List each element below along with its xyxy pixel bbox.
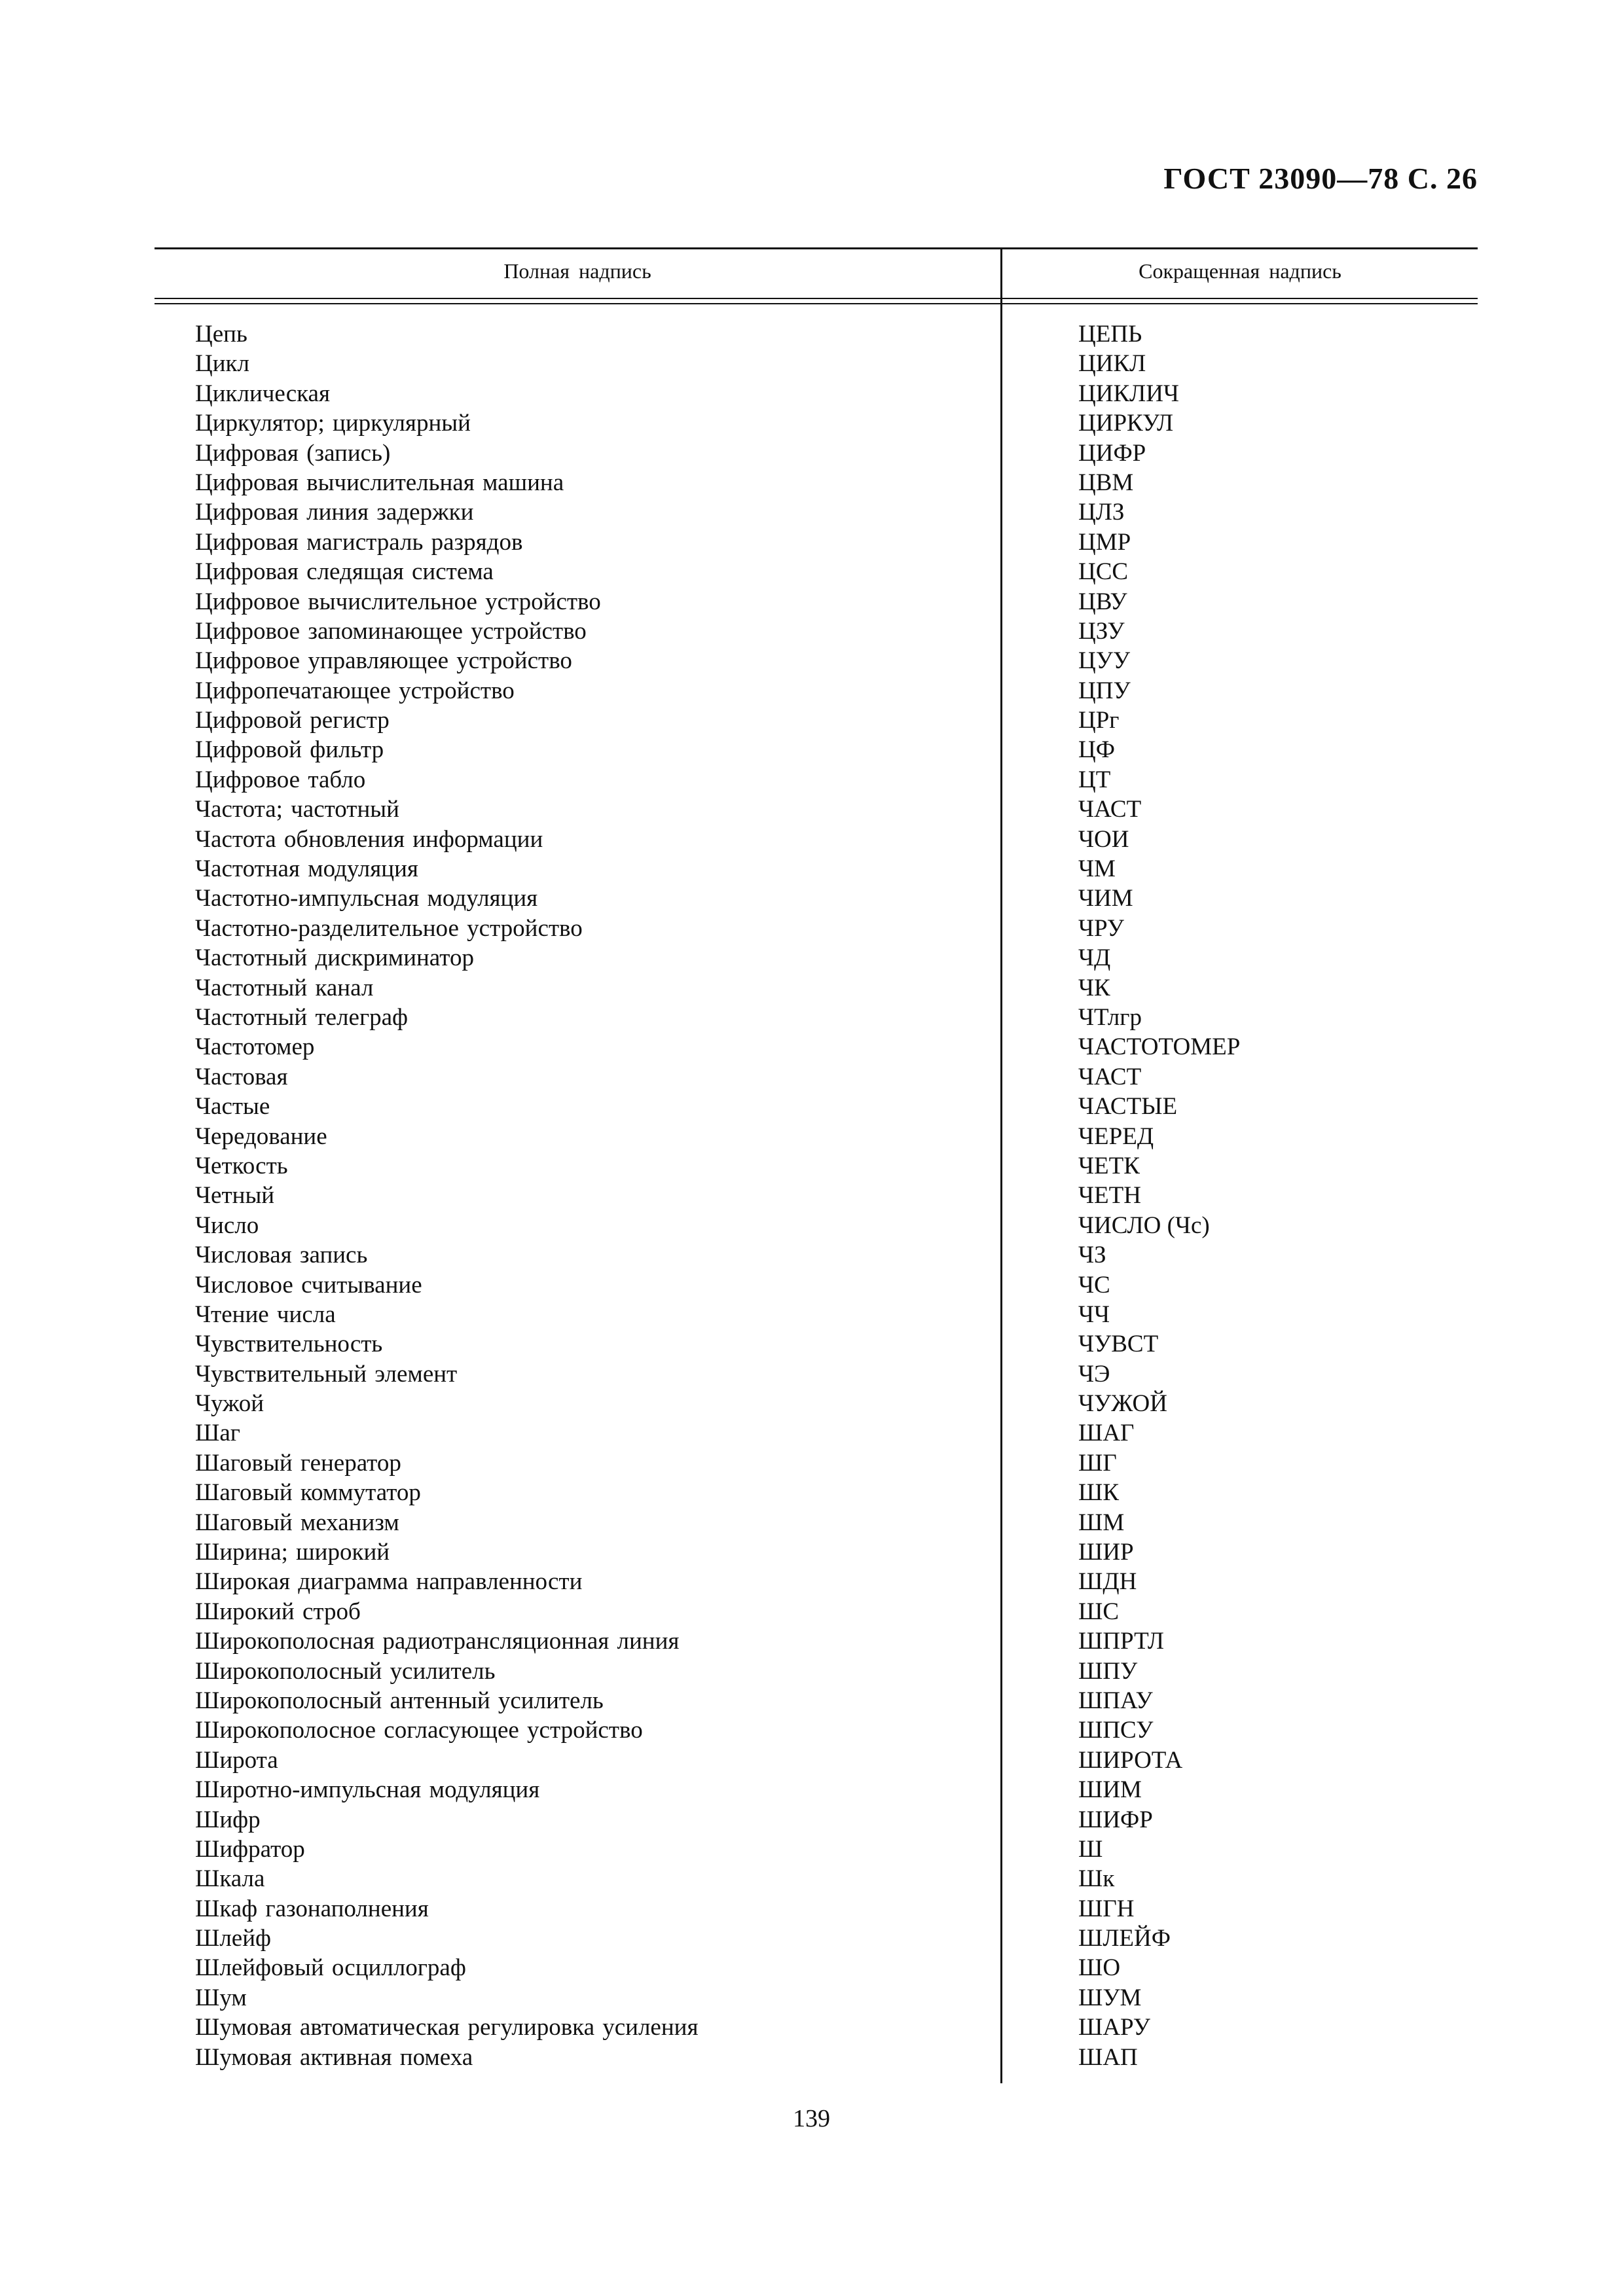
full-label: Шифр — [195, 1806, 261, 1833]
full-label: Число — [195, 1211, 259, 1239]
abbreviation: ШАРУ — [1078, 2014, 1150, 2041]
full-label: Числовое считывание — [195, 1271, 422, 1299]
abbreviation: ШЛЕЙФ — [1078, 1925, 1171, 1952]
abbreviation: ЧИМ — [1078, 885, 1133, 912]
abbreviation: ЦИФР — [1078, 439, 1146, 467]
full-label: Частые — [195, 1093, 270, 1121]
full-label: Числовая запись — [195, 1242, 368, 1269]
document-reference-header: ГОСТ 23090—78 С. 26 — [1163, 162, 1478, 195]
table-row — [0, 765, 1623, 795]
abbreviation: ЦПУ — [1078, 677, 1131, 704]
full-label: Цифровая вычислительная машина — [195, 469, 564, 496]
full-label: Циклическая — [195, 380, 330, 407]
abbreviation: ШДН — [1078, 1568, 1137, 1596]
abbreviation: ЧУВСТ — [1078, 1331, 1159, 1358]
full-label: Частота обновления информации — [195, 825, 543, 853]
table-row — [0, 617, 1623, 646]
full-label: Цифровое управляющее устройство — [195, 647, 572, 675]
table-row — [0, 1300, 1623, 1329]
full-label: Шаговый генератор — [195, 1449, 401, 1477]
full-label: Шумовая активная помеха — [195, 2043, 473, 2071]
table-row — [0, 1715, 1623, 1745]
full-label: Чередование — [195, 1122, 327, 1150]
table-row — [0, 1181, 1623, 1210]
table-row — [0, 1864, 1623, 1893]
full-label: Цепь — [195, 321, 247, 348]
table-row — [0, 1953, 1623, 1982]
abbreviation: ЦЛЗ — [1078, 499, 1125, 526]
abbreviation: ЧАСТОТОМЕР — [1078, 1033, 1241, 1061]
table-row — [0, 1032, 1623, 1062]
abbreviation: ШПСУ — [1078, 1717, 1154, 1744]
abbreviation: ЧАСТ — [1078, 1063, 1142, 1090]
full-label: Шум — [195, 1984, 247, 2011]
table-row — [0, 1983, 1623, 2013]
table-row — [0, 914, 1623, 943]
table-row — [0, 1835, 1623, 1864]
table-row — [0, 973, 1623, 1003]
abbreviation: ЦИКЛ — [1078, 350, 1146, 378]
table-row — [0, 1003, 1623, 1032]
page-number: 139 — [793, 2105, 830, 2132]
table-row — [0, 1329, 1623, 1359]
table-row — [0, 676, 1623, 706]
abbreviation: ЦВМ — [1078, 469, 1134, 496]
table-row — [0, 646, 1623, 675]
full-label: Чтение числа — [195, 1300, 336, 1328]
table-row — [0, 2043, 1623, 2072]
full-label: Чужой — [195, 1390, 264, 1418]
abbreviation: ШМ — [1078, 1509, 1125, 1536]
full-label: Шкаф газонаполнения — [195, 1895, 429, 1922]
abbreviation: ЦЕПЬ — [1078, 321, 1142, 348]
abbreviation: ЦМР — [1078, 528, 1131, 556]
full-label: Частота; частотный — [195, 796, 399, 823]
table-header-rule — [155, 298, 1478, 299]
table-row — [0, 1478, 1623, 1507]
full-label: Циркулятор; циркулярный — [195, 410, 471, 437]
abbreviation: ЧС — [1078, 1271, 1110, 1299]
table-row — [0, 735, 1623, 764]
abbreviation: ЧТлгр — [1078, 1003, 1142, 1031]
table-row — [0, 379, 1623, 408]
abbreviation: ЦУУ — [1078, 647, 1131, 675]
table-row — [0, 2013, 1623, 2042]
full-label: Широкополосная радиотрансляционная линия — [195, 1628, 680, 1655]
table-row — [0, 557, 1623, 586]
full-label: Четкость — [195, 1152, 288, 1179]
abbreviation: ШАГ — [1078, 1420, 1135, 1447]
full-label: Частовая — [195, 1063, 288, 1090]
abbreviation: Ш — [1078, 1835, 1103, 1863]
abbreviation: ШАП — [1078, 2043, 1138, 2071]
full-label: Цифровой регистр — [195, 707, 390, 734]
full-label: Частотомер — [195, 1033, 315, 1061]
full-label: Чувствительность — [195, 1331, 383, 1358]
full-label: Шумовая автоматическая регулировка усиления — [195, 2014, 699, 2041]
abbreviation: ШПРТЛ — [1078, 1628, 1164, 1655]
abbreviation: ШГ — [1078, 1449, 1117, 1477]
column-header-full: Полная надпись — [503, 259, 651, 283]
abbreviation: ШПУ — [1078, 1657, 1138, 1685]
abbreviation: ЦРг — [1078, 707, 1120, 734]
abbreviation: ЧРУ — [1078, 914, 1124, 942]
full-label: Цифровое вычислительное устройство — [195, 588, 601, 615]
abbreviation: ШПАУ — [1078, 1687, 1153, 1714]
table-row — [0, 1597, 1623, 1626]
full-label: Частотный телеграф — [195, 1003, 409, 1031]
table-row — [0, 1775, 1623, 1804]
table-row — [0, 1418, 1623, 1448]
table-row — [0, 1567, 1623, 1596]
full-label: Цифровая магистраль разрядов — [195, 528, 523, 556]
table-body — [0, 319, 1623, 2072]
table-row — [0, 1389, 1623, 1418]
abbreviation: ЦЗУ — [1078, 617, 1125, 645]
full-label: Цикл — [195, 350, 249, 378]
table-row — [0, 497, 1623, 527]
abbreviation: ЧЭ — [1078, 1360, 1110, 1388]
table-row — [0, 1359, 1623, 1389]
table-header-rule-double — [155, 303, 1478, 304]
full-label: Широкая диаграмма направленности — [195, 1568, 583, 1596]
abbreviation: ЧД — [1078, 944, 1111, 972]
abbreviation: ЧАСТЫЕ — [1078, 1093, 1178, 1121]
table-top-rule — [155, 247, 1478, 249]
full-label: Цифровая (запись) — [195, 439, 391, 467]
abbreviation: ШС — [1078, 1598, 1120, 1625]
table-row — [0, 943, 1623, 973]
table-row — [0, 408, 1623, 438]
full-label: Цифропечатающее устройство — [195, 677, 515, 704]
full-label: Шлейф — [195, 1925, 271, 1952]
abbreviation: ЧОИ — [1078, 825, 1129, 853]
full-label: Частотно-разделительное устройство — [195, 914, 583, 942]
abbreviation: ЧИСЛО (Чс) — [1078, 1211, 1210, 1239]
table-row — [0, 1062, 1623, 1092]
abbreviation: ЧК — [1078, 974, 1110, 1001]
table-row — [0, 1240, 1623, 1270]
full-label: Шлейфовый осциллограф — [195, 1954, 466, 1982]
abbreviation: ЦСС — [1078, 558, 1129, 586]
table-row — [0, 1657, 1623, 1686]
abbreviation: ШИРОТА — [1078, 1746, 1183, 1774]
table-row — [0, 1508, 1623, 1537]
abbreviation: ШИМ — [1078, 1776, 1142, 1804]
abbreviation: ЦИКЛИЧ — [1078, 380, 1179, 407]
full-label: Частотная модуляция — [195, 855, 418, 883]
abbreviation: ШИР — [1078, 1539, 1134, 1566]
full-label: Широкополосный усилитель — [195, 1657, 496, 1685]
table-row — [0, 1122, 1623, 1151]
abbreviation: ЧЕТН — [1078, 1182, 1141, 1210]
table-row — [0, 439, 1623, 468]
abbreviation: ЧЕТК — [1078, 1152, 1140, 1179]
full-label: Цифровая линия задержки — [195, 499, 474, 526]
table-row — [0, 1746, 1623, 1775]
abbreviation: ЧЗ — [1078, 1242, 1106, 1269]
full-label: Шифратор — [195, 1835, 305, 1863]
table-row — [0, 706, 1623, 735]
abbreviation: ЧАСТ — [1078, 796, 1142, 823]
table-row — [0, 1924, 1623, 1953]
table-row — [0, 1448, 1623, 1478]
table-row — [0, 528, 1623, 557]
table-row — [0, 1626, 1623, 1656]
table-row — [0, 1686, 1623, 1715]
full-label: Шаговый механизм — [195, 1509, 399, 1536]
abbreviation: ШИФР — [1078, 1806, 1153, 1833]
full-label: Частотный дискриминатор — [195, 944, 474, 972]
table-row — [0, 1805, 1623, 1835]
table-row — [0, 587, 1623, 617]
table-row — [0, 1537, 1623, 1567]
full-label: Шаг — [195, 1420, 240, 1447]
full-label: Частотно-импульсная модуляция — [195, 885, 538, 912]
full-label: Цифровая следящая система — [195, 558, 494, 586]
full-label: Цифровой фильтр — [195, 736, 384, 764]
table-row — [0, 1894, 1623, 1924]
abbreviation: ЧМ — [1078, 855, 1116, 883]
full-label: Широта — [195, 1746, 278, 1774]
abbreviation: ЦВУ — [1078, 588, 1127, 615]
abbreviation: ЦИРКУЛ — [1078, 410, 1174, 437]
abbreviation: ШО — [1078, 1954, 1121, 1982]
table-row — [0, 884, 1623, 913]
full-label: Ширина; широкий — [195, 1539, 390, 1566]
table-row — [0, 854, 1623, 884]
abbreviation: ШК — [1078, 1479, 1120, 1507]
full-label: Частотный канал — [195, 974, 374, 1001]
abbreviation: Шк — [1078, 1865, 1115, 1893]
full-label: Широкополосное согласующее устройство — [195, 1717, 643, 1744]
full-label: Чувствительный элемент — [195, 1360, 458, 1388]
table-row — [0, 468, 1623, 497]
column-header-abbr: Сокращенная надпись — [1139, 259, 1341, 283]
full-label: Широкий строб — [195, 1598, 361, 1625]
full-label: Цифровое запоминающее устройство — [195, 617, 587, 645]
full-label: Широкополосный антенный усилитель — [195, 1687, 604, 1714]
abbreviation: ЧУЖОЙ — [1078, 1390, 1167, 1418]
abbreviation: ЦТ — [1078, 766, 1111, 793]
full-label: Цифровое табло — [195, 766, 366, 793]
full-label: Шаговый коммутатор — [195, 1479, 421, 1507]
table-row — [0, 349, 1623, 378]
full-label: Четный — [195, 1182, 275, 1210]
abbreviation: ЧЕРЕД — [1078, 1122, 1154, 1150]
table-row — [0, 1211, 1623, 1240]
abbreviation: ШГН — [1078, 1895, 1135, 1922]
table-row — [0, 795, 1623, 824]
abbreviation: ШУМ — [1078, 1984, 1142, 2011]
full-label: Широтно-импульсная модуляция — [195, 1776, 540, 1804]
table-row — [0, 1151, 1623, 1181]
table-row — [0, 1270, 1623, 1300]
table-row — [0, 1092, 1623, 1121]
full-label: Шкала — [195, 1865, 265, 1893]
table-row — [0, 825, 1623, 854]
abbreviation: ЦФ — [1078, 736, 1115, 764]
abbreviation: ЧЧ — [1078, 1300, 1110, 1328]
table-row — [0, 319, 1623, 349]
